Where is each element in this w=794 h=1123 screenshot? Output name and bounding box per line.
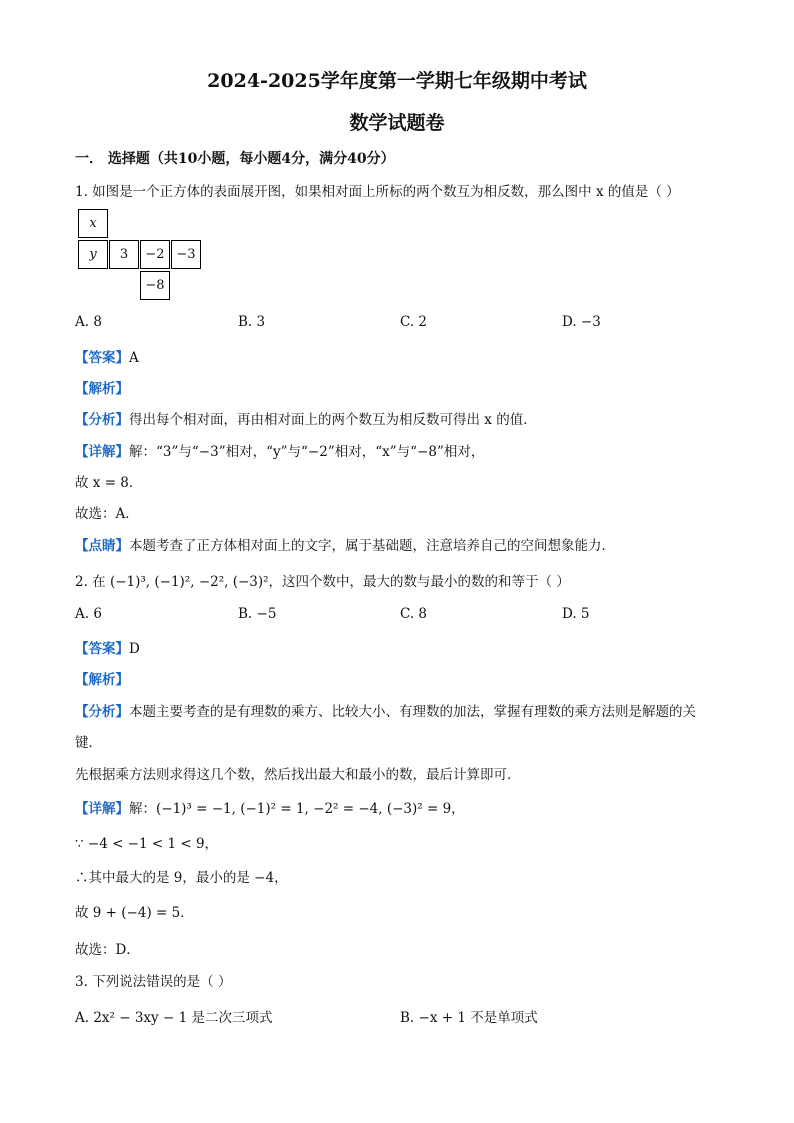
q1-choose: 故选：A． [75, 506, 139, 522]
net-cell-x: x [78, 209, 108, 238]
q1-so: 故 x = 8． [75, 475, 143, 491]
q1-option-b: B. 3 [238, 314, 266, 330]
net-cell-y: y [78, 240, 108, 269]
q1-option-a: A. 8 [75, 314, 102, 330]
q1-answer: 【答案】A [75, 350, 139, 366]
section-heading: 一． 选择题（共10小题，每小题4分，满分40分） [75, 151, 395, 167]
q1-dianjing: 【点睛】本题考查了正方体相对面上的文字，属于基础题，注意培养自己的空间想象能力． [75, 538, 615, 554]
q2-choose: 故选：D． [75, 942, 140, 958]
net-cell-neg8: −8 [140, 271, 170, 300]
q2-detail: 【详解】解：(−1)³ = −1, (−1)² = 1, −2² = −4, (−3)² = 9， [75, 801, 465, 817]
q3-stem: 3. 下列说法错误的是（ ） [75, 974, 232, 990]
q2-option-c: C. 8 [400, 606, 428, 622]
q1-detail: 【详解】解：“3”与“−3”相对，“y”与“−2”相对，“x”与“−8”相对， [75, 444, 485, 460]
q2-so: 故 9 + (−4) = 5． [75, 905, 194, 921]
q3-option-a: A. 2x² − 3xy − 1 是二次三项式 [75, 1010, 273, 1026]
q2-plan: 先根据乘方法则求得这几个数，然后找出最大和最小的数，最后计算即可． [75, 767, 521, 783]
q2-option-d: D. 5 [562, 606, 590, 622]
q2-fenxi: 【分析】本题主要考查的是有理数的乘方、比较大小、有理数的加法，掌握有理数的乘方法则是解题的关 [75, 704, 696, 720]
q1-option-d: D. −3 [562, 314, 601, 330]
net-cell-neg3: −3 [171, 240, 201, 269]
q1-stem: 1. 如图是一个正方体的表面展开图，如果相对面上所标的两个数互为相反数，那么图中 x 的值是（ ） [75, 184, 680, 200]
q2-option-b: B. −5 [238, 606, 277, 622]
q2-answer: 【答案】D [75, 641, 140, 657]
q2-option-a: A. 6 [75, 606, 102, 622]
q3-option-b: B. −x + 1 不是单项式 [400, 1010, 538, 1026]
q2-therefore: ∴其中最大的是 9，最小的是 −4， [75, 870, 288, 886]
q2-since: ∵ −4 < −1 < 1 < 9， [75, 836, 219, 852]
q2-stem: 2. 在 (−1)³, (−1)², −2², (−3)²，这四个数中，最大的数与最小的数的和等于（ ） [75, 574, 570, 590]
q2-analysis-tag: 【解析】 [75, 672, 129, 688]
q1-fenxi: 【分析】得出每个相对面，再由相对面上的两个数互为相反数可得出 x 的值． [75, 412, 537, 428]
exam-subtitle: 数学试题卷 [349, 112, 445, 134]
q1-option-c: C. 2 [400, 314, 428, 330]
exam-title: 2024-2025学年度第一学期七年级期中考试 [207, 70, 587, 92]
q1-analysis-tag: 【解析】 [75, 381, 129, 397]
net-cell-neg2: −2 [140, 240, 170, 269]
net-cell-3: 3 [109, 240, 139, 269]
q2-fenxi-cont: 键． [75, 735, 102, 751]
